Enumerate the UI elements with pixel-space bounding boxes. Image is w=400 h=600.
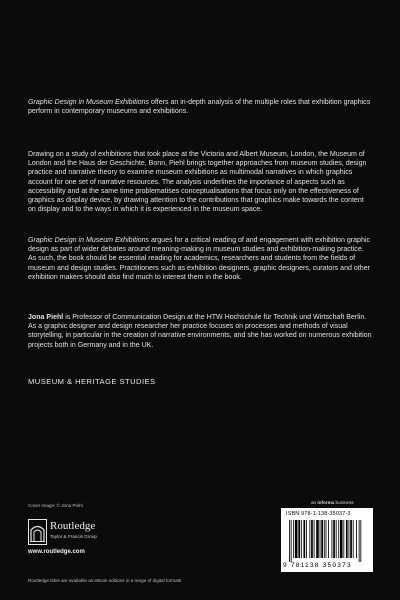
barcode-bar	[309, 520, 310, 558]
barcode-bar	[360, 520, 361, 562]
barcode-bar	[314, 520, 315, 558]
isbn-barcode	[281, 508, 373, 572]
barcode-bar	[326, 520, 327, 558]
barcode-bar	[349, 520, 350, 558]
barcode-bar	[316, 520, 319, 558]
barcode-bar	[291, 520, 292, 562]
barcode-bar	[346, 520, 348, 558]
imprint-prefix: an	[311, 500, 318, 505]
book-title-italic: Graphic Design in Museum Exhibitions	[28, 237, 150, 244]
description-paragraph-2	[28, 150, 373, 214]
series-name: MUSEUM & HERITAGE STUDIES	[28, 377, 156, 386]
barcode-bar	[320, 520, 321, 558]
paragraph-2-text: Drawing on a study of exhibitions that took place at the Victoria and Albert Museum, London, the Museum of London and the Haus der Geschichte, Bonn, Piehl brings together approaches from museum studies, design practice and narrative theory to examine museum exhibitions as multimodal narratives in which graphics account for one set of narrative resources. The analysis underlines the importance of aspects such as accessibility and at the same time problematises conceptualisations that focus only on the effectiveness of graphics as display device, by drawing attention to the contributions that graphics make towards the content on display and to the ways in which it is experienced in the museum space.	[28, 151, 367, 214]
barcode-bar	[350, 520, 352, 558]
barcode-bar	[336, 520, 337, 558]
publisher-logo	[28, 518, 158, 564]
barcode-bar	[332, 520, 333, 558]
publisher-url: www.routledge.com	[28, 549, 85, 555]
ean-number: 9 781138 350373	[283, 562, 352, 569]
ebook-note: Routledge titles are available as eBook editions in a range of digital formats	[28, 578, 182, 583]
description-paragraph-1	[28, 98, 373, 116]
barcode-bar	[324, 520, 325, 558]
description-paragraph-3	[28, 236, 373, 282]
barcode-bar	[338, 520, 339, 558]
barcode-bar	[340, 520, 343, 558]
barcode-bar	[328, 520, 329, 558]
paragraph-3-text: argues for a critical reading of and engagement with exhibition graphic design as part of wider debates around meaning-making in museum studies and exhibition-making practice. As such, the book should be essential reading for academics, researchers and students from the fields of museum and design studies. Practitioners such as exhibition designers, graphic designers, curators and other exhibition makers should also find much to interest them in the book.	[28, 237, 370, 281]
isbn-label: ISBN 978-1-138-35037-3	[286, 511, 351, 517]
barcode-bar	[306, 520, 307, 558]
author-bio	[28, 313, 373, 350]
imprint-brand: informa	[317, 500, 335, 505]
barcode-bar	[301, 520, 302, 558]
barcode-bar	[333, 520, 335, 558]
barcode-bars	[289, 520, 365, 562]
author-name: Jona Piehl	[28, 314, 64, 321]
author-bio-text: is Professor of Communication Design at the HTW Hochschule für Technik und Wirtschaft Berlin. As a graphic designer and design researcher her practice focuses on processes and methods of visual storytelling, in particular in the creation of narrative environments, and she has worked on numerous exhibition projects both in Germany and in the UK.	[28, 314, 372, 349]
paragraph-1-text: offers an in-depth analysis of the multiple roles that exhibition graphics perform in contemporary museums and exhibitions.	[28, 99, 371, 116]
barcode-bar	[295, 520, 298, 558]
barcode-bar	[303, 520, 305, 558]
informa-imprint	[311, 500, 354, 505]
barcode-bar	[289, 520, 290, 562]
barcode-bar	[293, 520, 294, 558]
barcode-bar	[359, 520, 360, 562]
barcode-bar	[343, 520, 344, 558]
publisher-name: Routledge	[50, 520, 96, 532]
routledge-bridge-icon	[28, 519, 47, 545]
barcode-bar	[321, 520, 323, 558]
barcode-bar	[298, 520, 300, 558]
barcode-bar	[356, 520, 357, 558]
barcode-bar	[311, 520, 313, 558]
publisher-group: Taylor & Francis Group	[50, 534, 97, 539]
cover-credit: Cover image: © Jona Piehl	[28, 503, 83, 508]
barcode-bar	[353, 520, 354, 558]
book-title-italic: Graphic Design in Museum Exhibitions	[28, 99, 150, 106]
imprint-suffix: business	[334, 500, 354, 505]
